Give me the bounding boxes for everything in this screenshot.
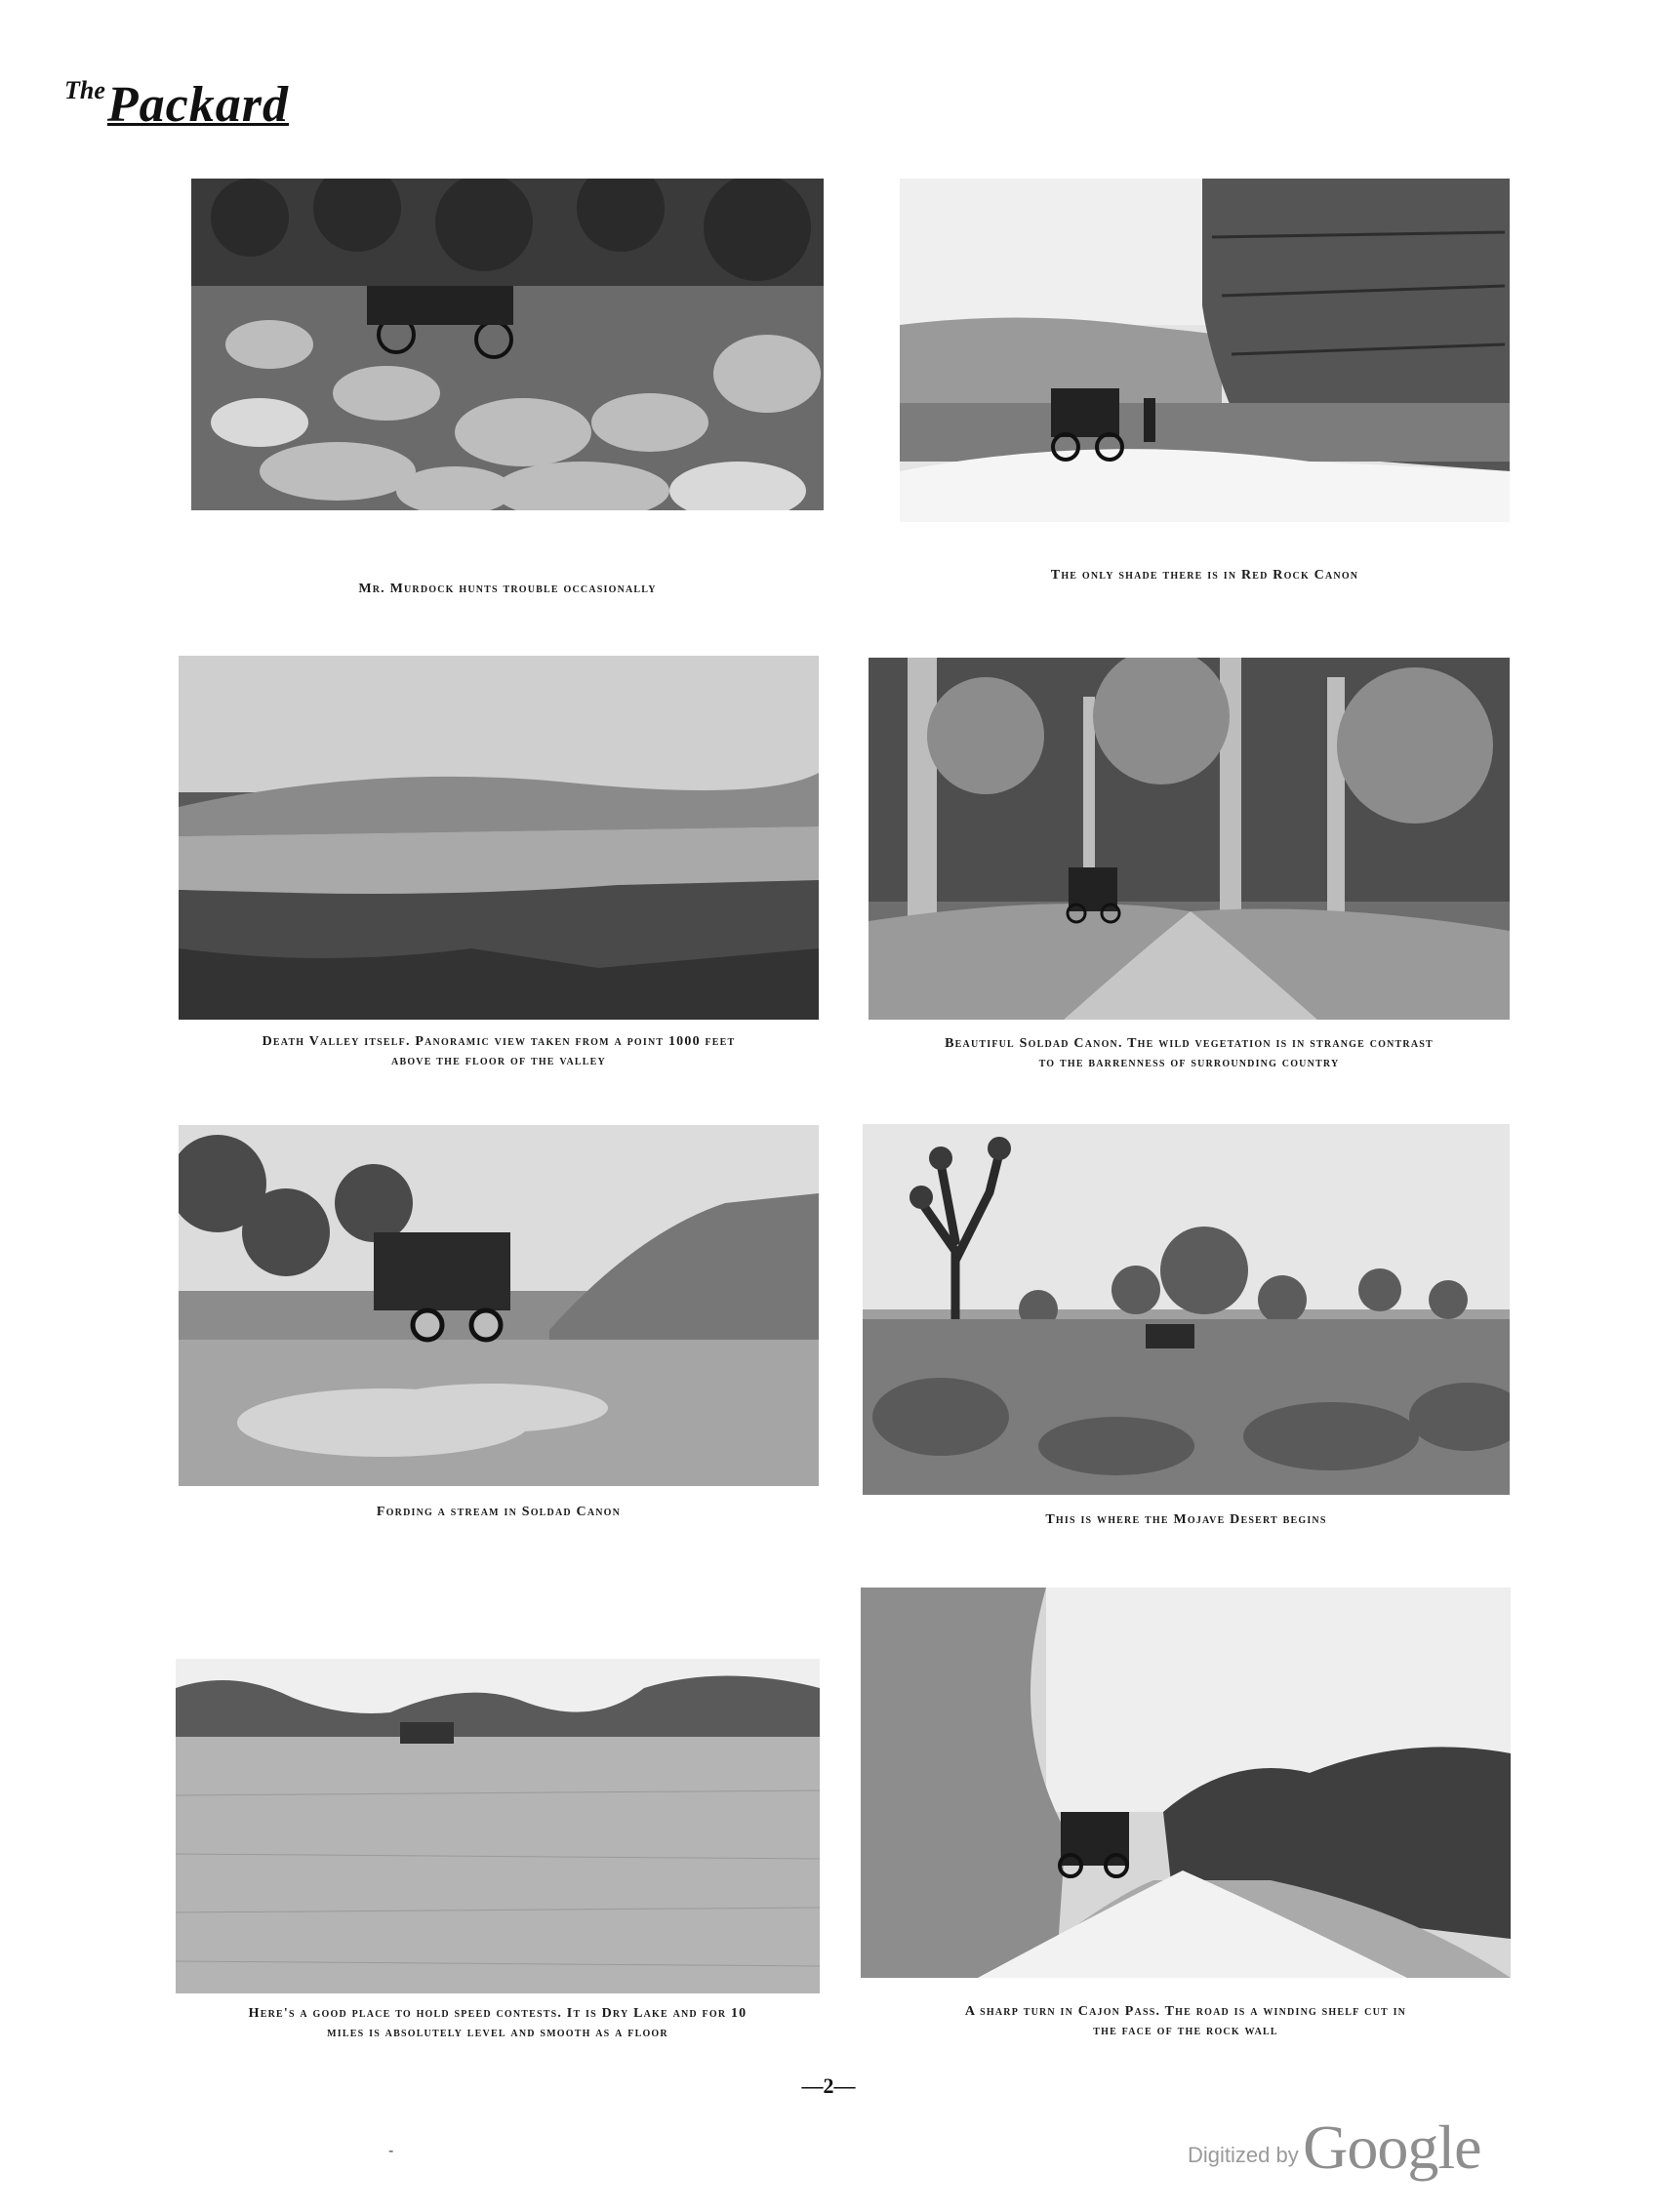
caption-8 <box>849 2002 1522 2041</box>
caption-7-line2: miles is absolutely level and smooth as a floor <box>327 2026 668 2040</box>
caption-4 <box>849 1034 1529 1073</box>
caption-3-line1: Death Valley itself. Panoramic view taken from a point 1000 feet <box>262 1034 736 1049</box>
caption-4-line1: Beautiful Soldad Canon. The wild vegetation is in strange contrast <box>945 1036 1434 1051</box>
caption-5-text: Fording a stream in Soldad Canon <box>376 1505 622 1519</box>
photo-fording-stream <box>179 1125 819 1486</box>
digitized-by-text: Digitized by <box>1188 2143 1299 2167</box>
caption-3 <box>166 1032 831 1071</box>
digitized-by-google-watermark <box>1188 2111 1481 2184</box>
photo-dry-lake <box>176 1659 820 1993</box>
photo-cajon-pass <box>861 1588 1511 1978</box>
photo-red-rock-canon <box>900 179 1510 522</box>
caption-8-line1: A sharp turn in Cajon Pass. The road is a winding shelf cut in <box>964 2004 1407 2019</box>
caption-2-text: The only shade there is in Red Rock Canon <box>1050 568 1359 583</box>
page-number: —2— <box>801 2073 856 2098</box>
caption-5 <box>179 1503 819 1522</box>
caption-1-text: Mr. Murdock hunts trouble occasionally <box>358 582 657 596</box>
caption-1 <box>191 580 824 599</box>
photo-mojave-desert <box>863 1124 1510 1495</box>
caption-7 <box>161 2004 834 2043</box>
caption-7-line1: Here's a good place to hold speed contests. It is Dry Lake and for 10 <box>248 2006 748 2021</box>
caption-2 <box>900 566 1510 585</box>
photo-death-valley <box>179 656 819 1020</box>
caption-6-text: This is where the Mojave Desert begins <box>1045 1512 1327 1527</box>
photo-murdock-boulders <box>191 179 824 522</box>
caption-3-line2: above the floor of the valley <box>391 1054 606 1068</box>
caption-6 <box>863 1510 1510 1530</box>
caption-4-line2: to the barrenness of surrounding country <box>1038 1056 1340 1070</box>
caption-8-line2: the face of the rock wall <box>1093 2024 1278 2038</box>
google-wordmark: Google <box>1303 2112 1481 2182</box>
stray-mark: - <box>388 2143 394 2159</box>
photo-soldad-canon <box>869 658 1510 1020</box>
logo-the: The <box>64 76 105 104</box>
packard-logo <box>64 76 289 134</box>
logo-name: Packard <box>106 77 289 133</box>
